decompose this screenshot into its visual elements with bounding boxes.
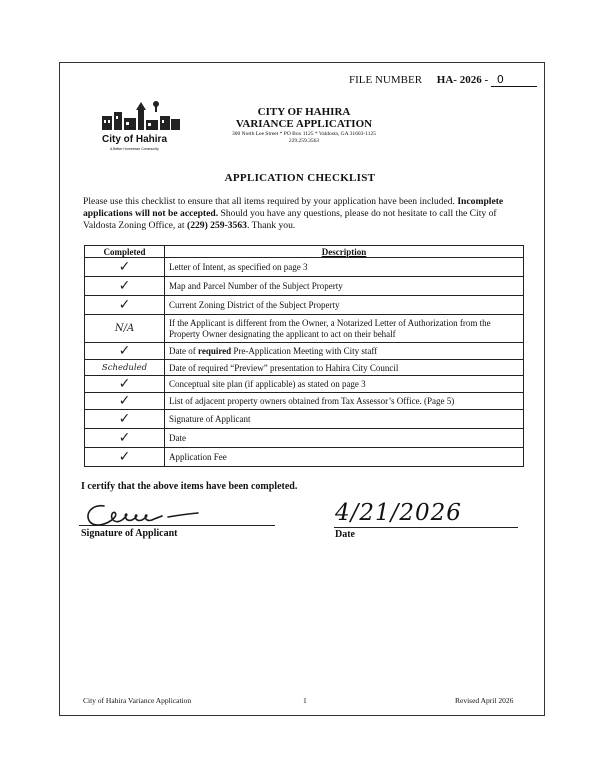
table-row: [85, 393, 524, 410]
check-mark[interactable]: Scheduled: [85, 360, 165, 376]
table-row: [85, 296, 524, 315]
signature-line: [79, 525, 275, 526]
certify-statement: I certify that the above items have been completed.: [81, 481, 298, 492]
description-header: Description: [165, 246, 524, 258]
revision-date: Revised April 2026: [455, 696, 514, 705]
intro-text-1: Please use this checklist to ensure that all items required by your application have been included.: [83, 196, 455, 207]
row-description: Date: [165, 429, 524, 448]
intro-text-2: Should you have any questions, please do not hesitate to call the City of Valdosta Zoning Office, at: [83, 208, 497, 231]
completed-header: Completed: [85, 246, 165, 258]
check-mark[interactable]: ✓: [85, 296, 165, 315]
date-label: Date: [335, 529, 355, 540]
city-logo: [98, 98, 184, 154]
row-description: Signature of Applicant: [165, 410, 524, 429]
file-number-code: HA- 2026 -: [436, 74, 489, 86]
handwritten-date[interactable]: 4/21/2026: [335, 500, 462, 526]
check-mark[interactable]: ✓: [85, 277, 165, 296]
check-mark[interactable]: N/A: [85, 315, 165, 343]
check-mark[interactable]: ✓: [85, 376, 165, 393]
table-row: [85, 315, 524, 343]
row-description-pre: Date of: [169, 346, 198, 356]
table-row: [85, 376, 524, 393]
page-number: 1: [303, 696, 307, 705]
intro-warning: Incomplete applications will not be accepted.: [83, 196, 504, 219]
row-description: [165, 343, 524, 360]
table-row: [85, 410, 524, 429]
check-mark[interactable]: ✓: [85, 429, 165, 448]
row-description-post: Pre-Application Meeting with City staff: [231, 346, 378, 356]
table-row: [85, 429, 524, 448]
row-description: List of adjacent property owners obtained from Tax Assessor’s Office. (Page 5): [165, 393, 524, 410]
check-mark[interactable]: ✓: [85, 448, 165, 467]
row-description-bold: required: [198, 346, 232, 356]
check-mark[interactable]: ✓: [85, 258, 165, 277]
application-title: VARIANCE APPLICATION: [235, 118, 373, 130]
table-row: [85, 258, 524, 277]
check-mark[interactable]: ✓: [85, 343, 165, 360]
date-line: [334, 527, 518, 528]
file-number-label: FILE NUMBER: [349, 74, 423, 86]
check-mark[interactable]: ✓: [85, 393, 165, 410]
table-row: [85, 277, 524, 296]
table-row: [85, 343, 524, 360]
row-description: Map and Parcel Number of the Subject Property: [165, 277, 524, 296]
signature-label: Signature of Applicant: [81, 528, 178, 539]
table-header-row: [85, 246, 524, 258]
logo-tagline: A Better Hometown Community: [110, 147, 159, 151]
file-number: [349, 73, 537, 87]
footer-title: City of Hahira Variance Application: [83, 696, 192, 705]
file-number-value[interactable]: 0: [491, 73, 537, 87]
logo-text: City of Hahira: [102, 134, 168, 145]
row-description: Current Zoning District of the Subject Property: [165, 296, 524, 315]
intro-phone: (229) 259-3563: [187, 220, 247, 231]
check-mark[interactable]: ✓: [85, 410, 165, 429]
table-row: [85, 448, 524, 467]
checklist-table: [84, 245, 524, 467]
table-row: [85, 360, 524, 376]
row-description: Letter of Intent, as specified on page 3: [165, 258, 524, 277]
city-title: CITY OF HAHIRA: [257, 106, 351, 118]
phone: 229.259.3563: [288, 138, 320, 144]
row-description: If the Applicant is different from the Owner, a Notarized Letter of Authorization from the Property Owner designating the applicant to act on their behalf: [165, 315, 524, 343]
row-description: Date of required “Preview” presentation to Hahira City Council: [165, 360, 524, 376]
section-title: APPLICATION CHECKLIST: [224, 172, 376, 184]
intro-paragraph: [83, 196, 523, 232]
row-description: Conceptual site plan (if applicable) as stated on page 3: [165, 376, 524, 393]
intro-text-3: . Thank you.: [246, 220, 296, 231]
address: 300 North Lee Street * PO Box 1125 * Valdosta, GA 31603-1125: [231, 131, 376, 137]
row-description: Application Fee: [165, 448, 524, 467]
